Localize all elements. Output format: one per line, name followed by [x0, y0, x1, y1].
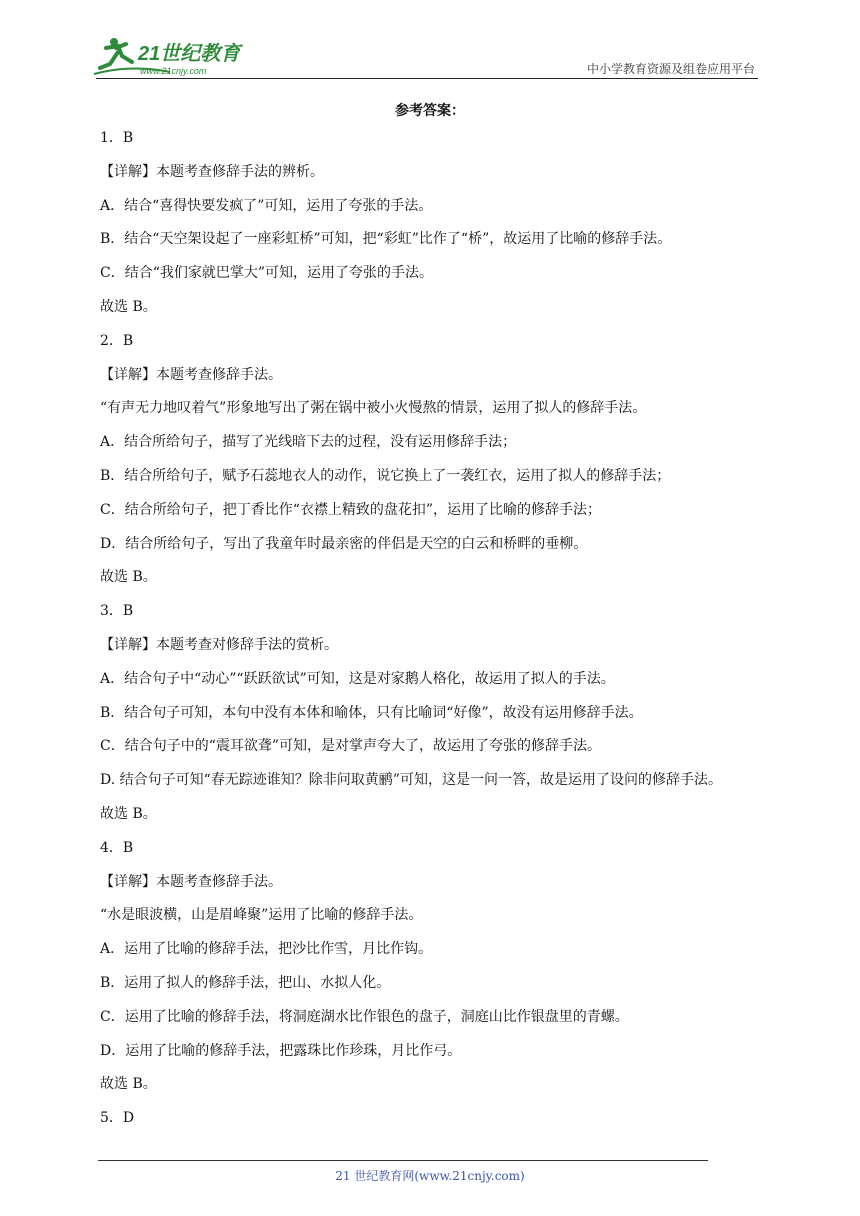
- text-line: B．结合“天空架设起了一座彩虹桥”可知，把“彩虹”比作了“桥”，故运用了比喻的修辞手法。: [100, 231, 672, 248]
- text-line: 【详解】本题考查修辞手法的辨析。: [100, 163, 324, 180]
- text-line: 故选 B。: [100, 298, 157, 315]
- text-line: B．运用了拟人的修辞手法，把山、水拟人化。: [100, 974, 391, 991]
- logo-url: www.21cnjy.com: [140, 66, 207, 76]
- site-logo: [92, 34, 262, 80]
- text-line: B．结合所给句子，赋予石蕊地衣人的动作，说它换上了一袭红衣，运用了拟人的修辞手法；: [100, 467, 671, 484]
- text-line: B．结合句子可知，本句中没有本体和喻体，只有比喻词“好像”，故没有运用修辞手法。: [100, 704, 643, 721]
- text-line: C．运用了比喻的修辞手法，将洞庭湖水比作银色的盘子，洞庭山比作银盘里的青螺。: [100, 1008, 629, 1025]
- text-line: 2．B: [100, 332, 134, 349]
- text-line: 【详解】本题考查对修辞手法的赏析。: [100, 636, 338, 653]
- text-line: 4．B: [100, 839, 134, 856]
- text-line: D. 结合句子可知“春无踪迹谁知？除非问取黄鹂”可知，这是一问一答，故是运用了设问的修辞手法。: [100, 772, 722, 789]
- text-line: C．结合句子中的“震耳欲聋”可知，是对掌声夸大了，故运用了夸张的修辞手法。: [100, 738, 602, 755]
- text-line: D．运用了比喻的修辞手法，把露珠比作珍珠，月比作弓。: [100, 1042, 462, 1059]
- text-line: 故选 B。: [100, 805, 157, 822]
- text-line: 【详解】本题考查修辞手法。: [100, 873, 282, 890]
- page-title: 参考答案：: [395, 103, 465, 119]
- footer-divider: [98, 1160, 708, 1161]
- page-header: [0, 0, 860, 90]
- text-line: 1．B: [100, 130, 134, 146]
- text-line: D．结合所给句子，写出了我童年时最亲密的伴侣是天空的白云和桥畔的垂柳。: [100, 535, 588, 552]
- text-line: 故选 B。: [100, 1076, 157, 1093]
- text-line: C．结合所给句子，把丁香比作“衣襟上精致的盘花扣”，运用了比喻的修辞手法；: [100, 501, 602, 518]
- text-line: C．结合“我们家就巴掌大”可知，运用了夸张的手法。: [100, 265, 434, 282]
- text-line: 【详解】本题考查修辞手法。: [100, 366, 282, 383]
- text-line: “有声无力地叹着气”形象地写出了粥在锅中被小火慢熬的情景，运用了拟人的修辞手法。: [100, 400, 647, 417]
- answer-content: [100, 128, 780, 1142]
- text-line: “水是眼波横，山是眉峰聚”运用了比喻的修辞手法。: [100, 907, 423, 924]
- footer-link[interactable]: 21 世纪教育网(www.21cnjy.com): [335, 1169, 525, 1183]
- text-line: 故选 B。: [100, 569, 157, 586]
- text-line: A．结合句子中“动心”“跃跃欲试”可知，这是对家鹅人格化，故运用了拟人的手法。: [100, 670, 615, 687]
- header-platform-text: 中小学教育资源及组卷应用平台: [586, 62, 755, 76]
- text-line: 3．B: [100, 603, 134, 620]
- logo-text: 21世纪教育: [138, 43, 241, 65]
- text-line: A．运用了比喻的修辞手法，把沙比作雪，月比作钩。: [100, 941, 433, 958]
- text-line: 5．D: [100, 1110, 135, 1127]
- text-line: A．结合所给句子，描写了光线暗下去的过程，没有运用修辞手法；: [100, 434, 517, 451]
- header-divider: [96, 78, 758, 79]
- text-line: A．结合“喜得快要发疯了”可知，运用了夸张的手法。: [100, 197, 433, 214]
